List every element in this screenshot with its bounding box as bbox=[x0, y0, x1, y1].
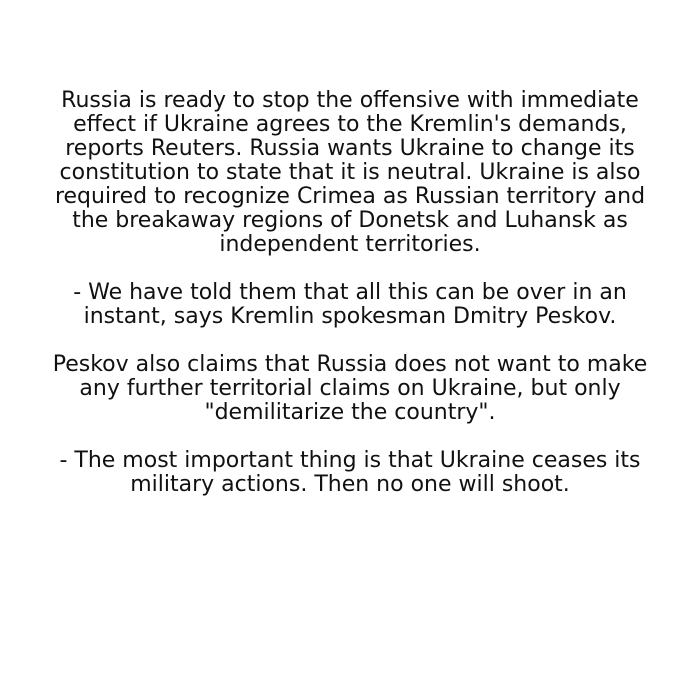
paragraph-territorial-claims: Peskov also claims that Russia does not want to make any further territorial claims on Ukraine, but only "demilitarize the country". bbox=[52, 352, 648, 425]
paragraph-offensive: Russia is ready to stop the offensive with immediate effect if Ukraine agrees to the Kremlin's demands, reports Reuters. Russia wants Ukraine to change its constitution to state that it is neutral. Ukraine is also required to recognize Crimea as Russian territory and the breakaway regions of Donetsk and Luhansk as independent territories. bbox=[54, 88, 646, 257]
article-text bbox=[0, 89, 700, 521]
paragraph-peskov-quote: - We have told them that all this can be over in an instant, says Kremlin spokesman Dmitry Peskov. bbox=[73, 280, 627, 329]
paragraph-cease-actions: - The most important thing is that Ukraine ceases its military actions. Then no one will shoot. bbox=[59, 448, 641, 497]
